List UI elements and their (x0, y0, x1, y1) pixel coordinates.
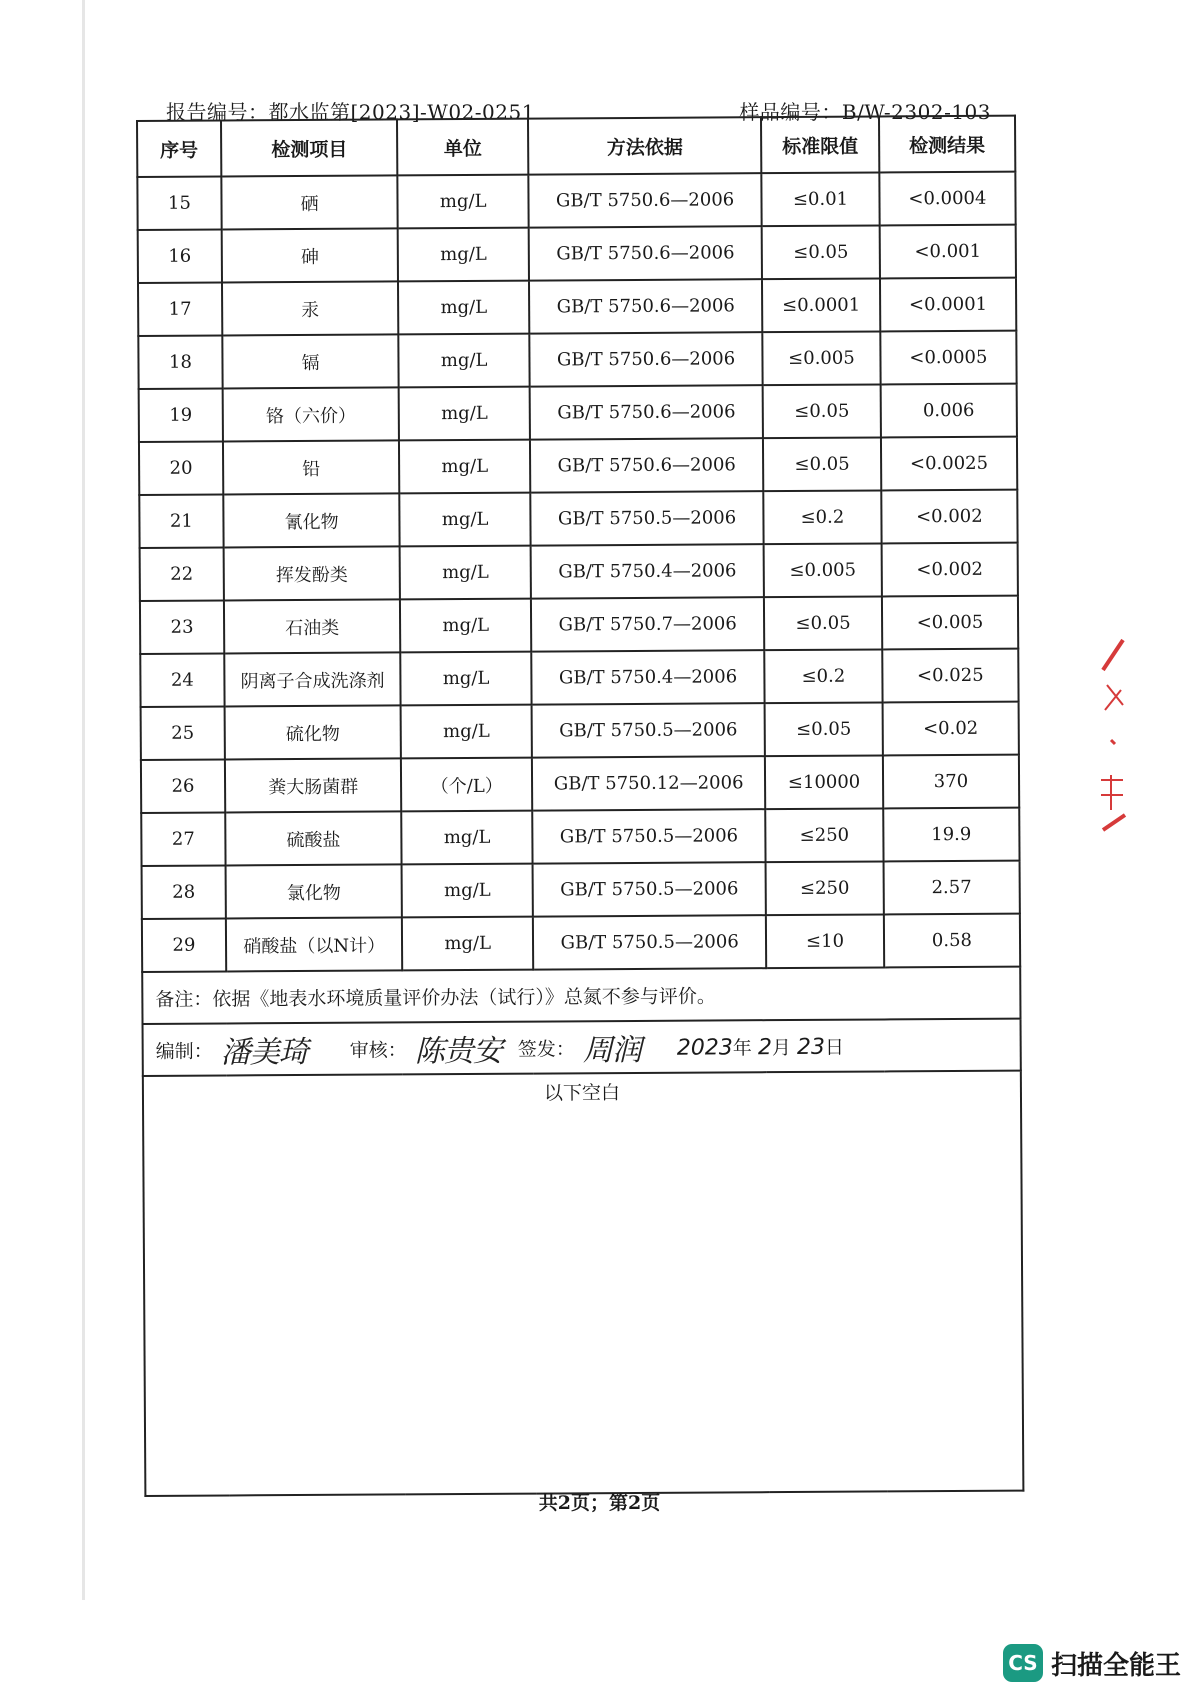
row-limit: ≤0.05 (763, 384, 881, 438)
row-index: 22 (140, 547, 224, 601)
remark-text: 备注：依据《地表水环境质量评价办法（试行）》总氮不参与评价。 (142, 967, 1020, 1024)
row-result: <0.0005 (880, 331, 1017, 385)
row-unit: mg/L (399, 387, 530, 441)
table-row (140, 649, 1018, 707)
row-index: 27 (141, 812, 225, 866)
row-result: <0.005 (882, 596, 1019, 650)
scanner-app-watermark (1003, 1644, 1181, 1682)
row-item: 石油类 (224, 599, 401, 653)
date-year-label: 年 (732, 1036, 752, 1059)
row-index: 26 (141, 759, 225, 813)
row-unit: mg/L (398, 175, 529, 229)
row-result: <0.0004 (879, 172, 1016, 226)
row-result: <0.025 (882, 649, 1019, 703)
reviewed-label: 审核： (349, 1038, 407, 1062)
row-method: GB/T 5750.6—2006 (530, 385, 763, 439)
row-method: GB/T 5750.5—2006 (532, 703, 765, 757)
row-unit: mg/L (399, 440, 530, 494)
row-method: GB/T 5750.4—2006 (531, 544, 764, 598)
row-limit: ≤0.05 (764, 596, 882, 650)
row-limit: ≤250 (765, 808, 883, 862)
table-row (141, 755, 1019, 813)
row-limit: ≤10000 (765, 755, 883, 809)
row-item: 铅 (223, 440, 400, 494)
table-row (141, 808, 1019, 866)
row-unit: mg/L (401, 705, 532, 759)
row-unit: mg/L (401, 652, 532, 706)
table-row (140, 543, 1018, 601)
report-number: 报告编号：都水监第[2023]-W02-0251 (166, 100, 535, 124)
table-row (139, 384, 1017, 442)
row-result: <0.0025 (881, 437, 1018, 491)
row-method: GB/T 5750.12—2006 (532, 756, 765, 810)
camscanner-logo-icon: CS (1003, 1644, 1043, 1682)
table-row (142, 861, 1020, 919)
col-header-result: 检测结果 (879, 116, 1016, 173)
row-index: 20 (139, 441, 223, 495)
row-index: 25 (141, 706, 225, 760)
remark-row (142, 967, 1020, 1024)
signoff-cell (143, 1019, 1021, 1076)
row-result: <0.002 (881, 490, 1018, 544)
table-header-row (137, 116, 1015, 177)
table-row (138, 331, 1016, 389)
row-index: 23 (140, 600, 224, 654)
blank-area (143, 1071, 1024, 1496)
row-result: 370 (883, 755, 1020, 809)
row-result: 0.006 (880, 384, 1017, 438)
row-item: 粪大肠菌群 (225, 758, 402, 812)
table-row (139, 437, 1017, 495)
row-index: 19 (139, 388, 223, 442)
row-index: 18 (138, 335, 222, 389)
issued-label: 签发： (517, 1037, 575, 1061)
row-unit: mg/L (402, 811, 533, 865)
row-item: 硝酸盐（以N计） (226, 917, 403, 971)
row-limit: ≤0.0001 (762, 278, 880, 332)
row-index: 15 (137, 176, 221, 230)
table-row (141, 702, 1019, 760)
row-item: 硒 (221, 175, 398, 229)
col-header-item: 检测项目 (221, 119, 398, 176)
col-header-limit: 标准限值 (761, 116, 879, 173)
row-result: <0.002 (881, 543, 1018, 597)
row-unit: mg/L (399, 334, 530, 388)
row-unit: mg/L (402, 864, 533, 918)
row-result: <0.001 (879, 225, 1016, 279)
row-limit: ≤0.2 (764, 649, 882, 703)
row-limit: ≤0.005 (762, 331, 880, 385)
col-header-method: 方法依据 (528, 117, 761, 174)
red-stamp-fragment (1093, 630, 1129, 850)
row-limit: ≤0.05 (763, 437, 881, 491)
row-method: GB/T 5750.5—2006 (530, 491, 763, 545)
sample-number: 样品编号：B/W-2302-103 (739, 100, 991, 124)
row-method: GB/T 5750.6—2006 (528, 173, 761, 227)
row-limit: ≤0.05 (765, 702, 883, 756)
row-result: 0.58 (884, 914, 1021, 968)
row-method: GB/T 5750.4—2006 (531, 650, 764, 704)
row-method: GB/T 5750.7—2006 (531, 597, 764, 651)
signoff-row (143, 1019, 1021, 1076)
prepared-signature: 潘美琦 (220, 1034, 308, 1071)
table-row (139, 490, 1017, 548)
table-row (142, 914, 1020, 972)
row-item: 砷 (222, 228, 399, 282)
row-index: 24 (140, 653, 224, 707)
row-index: 17 (138, 282, 222, 336)
date-day-label: 日 (824, 1036, 845, 1059)
row-item: 挥发酚类 (223, 546, 400, 600)
row-method: GB/T 5750.6—2006 (529, 279, 762, 333)
row-item: 铬（六价） (223, 387, 400, 441)
row-limit: ≤0.01 (762, 172, 880, 226)
row-method: GB/T 5750.5—2006 (533, 862, 766, 916)
row-item: 镉 (222, 334, 399, 388)
row-unit: mg/L (398, 281, 529, 335)
row-index: 29 (142, 918, 226, 972)
date-month: 2 (757, 1034, 773, 1060)
row-method: GB/T 5750.5—2006 (533, 915, 766, 969)
reviewed-by (350, 1026, 502, 1071)
row-method: GB/T 5750.6—2006 (529, 226, 762, 280)
row-index: 16 (138, 229, 222, 283)
row-index: 21 (139, 494, 223, 548)
row-unit: mg/L (400, 599, 531, 653)
reviewed-signature: 陈贵安 (414, 1033, 502, 1070)
row-unit: mg/L (398, 228, 529, 282)
col-header-unit: 单位 (397, 119, 528, 176)
row-result: <0.0001 (880, 278, 1017, 332)
blank-note: 以下空白 (543, 1082, 621, 1105)
date-day: 23 (796, 1034, 826, 1060)
row-result: 2.57 (883, 861, 1020, 915)
table-row (140, 596, 1018, 654)
table-row (138, 225, 1016, 283)
date-year: 2023 (676, 1034, 733, 1061)
sign-date (677, 1036, 844, 1059)
row-limit: ≤0.05 (762, 225, 880, 279)
row-method: GB/T 5750.6—2006 (530, 438, 763, 492)
row-item: 汞 (222, 281, 399, 335)
row-item: 硫酸盐 (225, 811, 402, 865)
prepared-by (156, 1027, 308, 1072)
table-row (137, 172, 1015, 230)
issued-by (518, 1025, 641, 1070)
row-unit: mg/L (402, 917, 533, 971)
row-unit: mg/L (400, 493, 531, 547)
row-item: 氰化物 (223, 493, 400, 547)
col-header-index: 序号 (137, 120, 221, 177)
row-item: 氯化物 (225, 864, 402, 918)
row-item: 硫化物 (224, 705, 401, 759)
page-footer: 共2页；第2页 (538, 1492, 661, 1514)
table-row (138, 278, 1016, 336)
row-index: 28 (142, 865, 226, 919)
row-unit: mg/L (400, 546, 531, 600)
row-result: <0.02 (882, 702, 1019, 756)
issued-signature: 周润 (582, 1032, 641, 1069)
row-item: 阴离子合成洗涤剂 (224, 652, 401, 706)
row-limit: ≤250 (766, 861, 884, 915)
stamp-arc-icon (1093, 630, 1129, 850)
row-result: 19.9 (883, 808, 1020, 862)
row-method: GB/T 5750.6—2006 (529, 332, 762, 386)
row-limit: ≤0.2 (763, 490, 881, 544)
blank-row (143, 1071, 1024, 1496)
page-edge-shadow (82, 0, 85, 1600)
row-method: GB/T 5750.5—2006 (532, 809, 765, 863)
row-limit: ≤0.005 (764, 543, 882, 597)
row-limit: ≤10 (766, 914, 884, 968)
date-month-label: 月 (771, 1036, 792, 1059)
prepared-label: 编制： (155, 1040, 213, 1063)
row-unit: （个/L） (401, 758, 532, 812)
app-name: 扫描全能王 (1050, 1650, 1181, 1681)
test-results-table (136, 115, 1024, 1497)
